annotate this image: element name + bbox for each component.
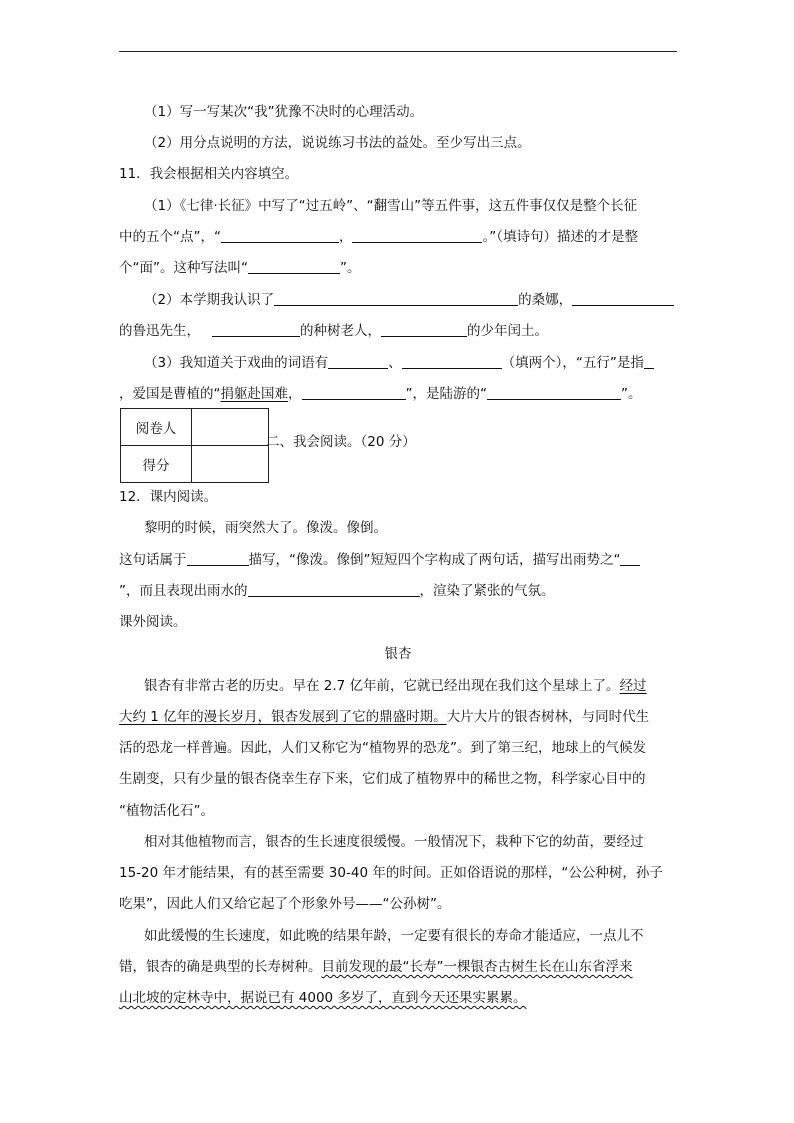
q11-p1-line1: （1）《七律·长征》中写了“过五岭”、“翻雪山”等五件事，这五件事仅仅是整个长征 [144, 198, 638, 214]
score-table-reviewer-label: 阅卷人 [121, 409, 192, 446]
blank-field[interactable] [402, 354, 502, 369]
q11-p3-text-a: （3）我知道关于戏曲的词语有 [144, 355, 329, 371]
blank-field[interactable] [487, 385, 621, 400]
article-p3-line2 [119, 957, 679, 977]
q11-p2-text-b: 的桑娜， [518, 292, 573, 308]
blank-field[interactable] [248, 259, 340, 274]
q12-text-d: ，渲染了紧张的气氛。 [419, 583, 555, 599]
blank-field[interactable] [572, 291, 674, 306]
article-p1-line4: 生剧变，只有少量的银杏侥幸生存下来，它们成了植物界中的稀世之物，科学家心目中的 [119, 771, 646, 787]
score-table [120, 408, 269, 483]
blank-field[interactable] [352, 228, 482, 243]
article-wavy-underlined-text: 山北坡的定林寺中，据说已有 4000 多岁了，直到今天还果实累累。 [119, 990, 527, 1006]
section-2-heading: 二、我会阅读。（20 分） [266, 434, 416, 450]
blank-field[interactable] [221, 228, 339, 243]
q12-text-a: 这句话属于 [119, 552, 187, 568]
q11-p3-text-b: 、 [388, 355, 402, 371]
q11-p3-text-f: ”，是陆游的“ [405, 386, 487, 402]
article-text: 大片大片的银杏树林，与同时代生 [446, 709, 650, 725]
article-p1-line2 [119, 707, 679, 727]
q11-p2-text-d: 的种树老人， [300, 323, 381, 339]
article-text: 错，银杏的确是典型的长寿树种。 [119, 959, 322, 975]
article-wavy-underlined-text: 目前发现的最“长寿”一棵银杏古树生长在山东省浮来 [321, 959, 633, 975]
blank-field[interactable] [620, 551, 640, 566]
q11-p1-text-d: 个“面”。这种写法叫“ [119, 260, 248, 276]
score-table-reviewer-cell[interactable] [192, 409, 269, 446]
q12-heading: 12．课内阅读。 [119, 489, 218, 505]
q11-p2-text-a: （2）本学期我认识了 [144, 292, 275, 308]
q11-p1-text-b: ， [338, 229, 353, 245]
q11-p1-line2 [119, 227, 679, 247]
blank-field[interactable] [328, 354, 388, 369]
article-p3-line3 [119, 988, 679, 1008]
q11-heading: 11．我会根据相关内容填空。 [119, 166, 299, 182]
q12-text-c: ”，而且表现出雨水的 [119, 583, 248, 599]
article-text: 银杏有非常古老的历史。早在 2.7 亿年前，它就已经出现在我们这个星球上了。 [144, 678, 620, 694]
header-rule [119, 51, 677, 52]
q11-p3-text-d: ，爱国是曹植的“ [119, 386, 221, 402]
q11-p1-line3 [119, 258, 679, 278]
q11-p2-text-e: 的少年闰土。 [467, 323, 548, 339]
blank-field[interactable] [381, 322, 467, 337]
q11-p3-line1 [119, 353, 704, 373]
q11-p1-text-e: ”。 [339, 260, 361, 276]
article-p2-line1: 相对其他植物而言，银杏的生长速度很缓慢。一般情况下，栽种下它的幼苗，要经过 [144, 834, 644, 850]
article-p1-line1 [119, 676, 704, 696]
article-p1-line5: “植物活化石”。 [119, 803, 214, 819]
article-title: 银杏 [384, 646, 412, 662]
q10-item-2: （2）用分点说明的方法，说说练习书法的益处。至少写出三点。 [144, 135, 531, 151]
q11-p3-text-c: （填两个），“五行”是指 [501, 355, 644, 371]
q11-p2-text-c: 的鲁迅先生， [119, 323, 200, 339]
article-underlined-text: 经过 [619, 678, 647, 694]
article-p2-line2: 15-20 年才能结果，有的甚至需要 30-40 年的时间。正如俗语说的那样，“公公种树，孙子 [119, 865, 663, 881]
article-underlined-text: 大约 1 亿年的漫长岁月，银杏发展到了它的鼎盛时期。 [119, 709, 447, 725]
blank-field[interactable] [212, 322, 300, 337]
score-table-score-cell[interactable] [192, 446, 269, 483]
q11-p3-text-g: ”。 [621, 386, 642, 402]
q12-line1 [119, 550, 679, 570]
q12-extra-reading: 课外阅读。 [119, 614, 187, 630]
article-p2-line3: 吃果”，因此人们又给它起了个形象外号——“公孙树”。 [119, 896, 451, 912]
q11-p3-line2 [119, 384, 679, 404]
blank-field[interactable] [274, 291, 518, 306]
score-table-score-label: 得分 [121, 446, 192, 483]
q10-item-1: （1）写一写某次“我”犹豫不决时的心理活动。 [144, 104, 424, 120]
blank-field[interactable] [302, 385, 406, 400]
q11-p3-poem: 捐躯赴国难 [220, 386, 288, 402]
blank-field[interactable] [187, 551, 249, 566]
q11-p1-text-a: 中的五个“点”，“ [119, 229, 221, 245]
q12-text-b: 描写，“像泼。像倒”短短四个字构成了两句话，描写出雨势之“ [248, 552, 621, 568]
blank-field[interactable] [248, 582, 420, 597]
q12-quote: 黎明的时候，雨突然大了。像泼。像倒。 [144, 520, 387, 536]
q11-p1-text-c: 。”（填诗句）描述的才是整 [482, 229, 638, 245]
q12-line2 [119, 581, 679, 601]
q11-p2-line1 [119, 290, 704, 310]
q11-p3-text-e: ， [288, 386, 302, 402]
blank-field[interactable] [644, 354, 654, 369]
q11-p2-line2 [119, 321, 679, 341]
article-p1-line3: 活的恐龙一样普遍。因此，人们又称它为“植物界的恐龙”。到了第三纪，地球上的气候发 [119, 740, 646, 756]
article-p3-line1: 如此缓慢的生长速度，如此晚的结果年龄，一定要有很长的寿命才能适应，一点儿不 [144, 928, 644, 944]
